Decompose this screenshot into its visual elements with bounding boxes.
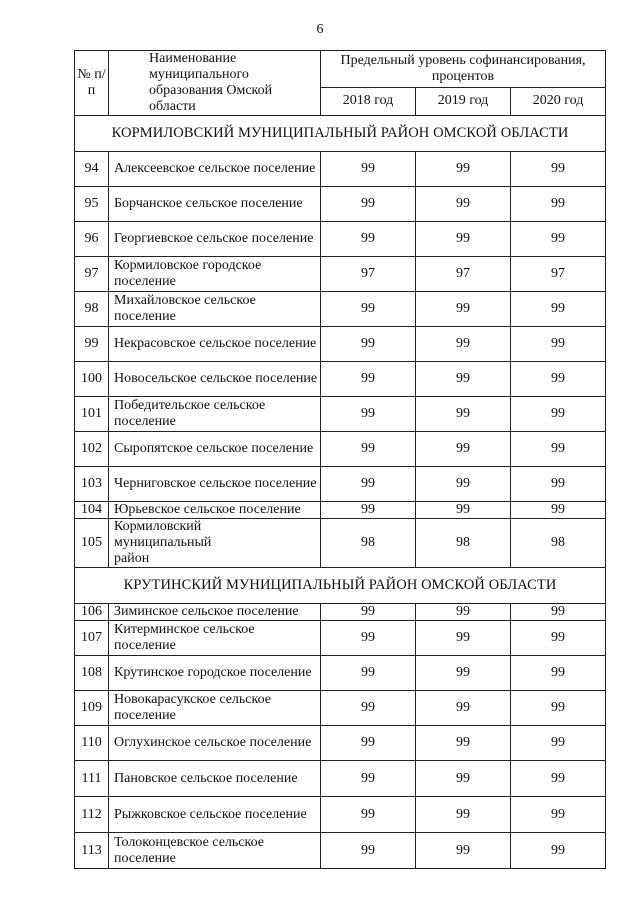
table-row xyxy=(75,432,606,467)
row-value-2018: 99 xyxy=(321,797,416,833)
row-name: Борчанское сельское поселение xyxy=(109,187,321,222)
table-row xyxy=(75,519,606,568)
table-row xyxy=(75,833,606,869)
section-row xyxy=(75,568,606,604)
row-value-2018: 99 xyxy=(321,152,416,187)
row-name: Рыжковское сельское поселение xyxy=(109,797,321,833)
row-value-2019: 99 xyxy=(416,656,511,691)
page-number: 6 xyxy=(316,22,324,37)
table-row xyxy=(75,467,606,502)
row-num: 95 xyxy=(75,187,109,222)
row-value-2018: 99 xyxy=(321,833,416,869)
row-name: Победительское сельское поселение xyxy=(109,397,321,432)
row-value-2020: 99 xyxy=(511,222,606,257)
row-name: Новокарасукское сельское поселение xyxy=(109,691,321,726)
row-value-2020: 99 xyxy=(511,621,606,656)
row-name: Черниговское сельское поселение xyxy=(109,467,321,502)
row-name: Некрасовское сельское поселение xyxy=(109,327,321,362)
table-row xyxy=(75,604,606,621)
row-num: 104 xyxy=(75,502,109,519)
header-year-2019: 2019 год xyxy=(416,87,511,115)
row-num: 111 xyxy=(75,761,109,797)
table-row xyxy=(75,327,606,362)
row-value-2018: 99 xyxy=(321,604,416,621)
row-value-2018: 99 xyxy=(321,502,416,519)
row-value-2019: 99 xyxy=(416,502,511,519)
table-row xyxy=(75,726,606,761)
row-value-2020: 99 xyxy=(511,833,606,869)
row-name: Пановское сельское поселение xyxy=(109,761,321,797)
row-name: Оглухинское сельское поселение xyxy=(109,726,321,761)
table-row xyxy=(75,797,606,833)
row-num: 94 xyxy=(75,152,109,187)
row-value-2020: 99 xyxy=(511,397,606,432)
table-row xyxy=(75,621,606,656)
row-num: 109 xyxy=(75,691,109,726)
row-value-2020: 99 xyxy=(511,292,606,327)
header-year-2018: 2018 год xyxy=(321,87,416,115)
row-num: 103 xyxy=(75,467,109,502)
row-num: 98 xyxy=(75,292,109,327)
row-value-2018: 99 xyxy=(321,691,416,726)
row-name: Новосельское сельское поселение xyxy=(109,362,321,397)
row-num: 96 xyxy=(75,222,109,257)
row-name: Михайловское сельское поселение xyxy=(109,292,321,327)
row-name: Толоконцевское сельское поселение xyxy=(109,833,321,869)
row-value-2019: 99 xyxy=(416,397,511,432)
row-num: 102 xyxy=(75,432,109,467)
table-row xyxy=(75,257,606,292)
row-value-2020: 99 xyxy=(511,604,606,621)
header-num: № п/п xyxy=(75,51,109,116)
row-value-2019: 99 xyxy=(416,761,511,797)
row-value-2020: 99 xyxy=(511,187,606,222)
row-num: 101 xyxy=(75,397,109,432)
row-value-2018: 99 xyxy=(321,222,416,257)
row-value-2019: 99 xyxy=(416,222,511,257)
row-value-2019: 99 xyxy=(416,691,511,726)
row-value-2018: 99 xyxy=(321,362,416,397)
row-num: 113 xyxy=(75,833,109,869)
table-row xyxy=(75,656,606,691)
row-value-2018: 98 xyxy=(321,519,416,568)
row-name: Юрьевское сельское поселение xyxy=(109,502,321,519)
row-value-2019: 99 xyxy=(416,797,511,833)
row-name: Сыропятское сельское поселение xyxy=(109,432,321,467)
row-value-2019: 99 xyxy=(416,621,511,656)
row-value-2018: 99 xyxy=(321,327,416,362)
table-body xyxy=(75,116,606,869)
table-row xyxy=(75,152,606,187)
row-name: Кормиловский муниципальный район xyxy=(109,519,321,568)
section-row xyxy=(75,116,606,152)
row-num: 105 xyxy=(75,519,109,568)
row-value-2018: 99 xyxy=(321,467,416,502)
section-title: КРУТИНСКИЙ МУНИЦИПАЛЬНЫЙ РАЙОН ОМСКОЙ ОБЛАСТИ xyxy=(75,568,606,604)
row-value-2019: 97 xyxy=(416,257,511,292)
row-value-2019: 98 xyxy=(416,519,511,568)
row-num: 110 xyxy=(75,726,109,761)
row-value-2020: 99 xyxy=(511,726,606,761)
table-header xyxy=(75,51,606,116)
header-name: Наименование муниципального образования Омской области xyxy=(109,51,321,116)
table-row xyxy=(75,691,606,726)
row-value-2019: 99 xyxy=(416,467,511,502)
row-value-2020: 99 xyxy=(511,362,606,397)
row-name: Алексеевское сельское поселение xyxy=(109,152,321,187)
row-value-2018: 99 xyxy=(321,656,416,691)
table-row xyxy=(75,397,606,432)
row-name: Георгиевское сельское поселение xyxy=(109,222,321,257)
table-row xyxy=(75,222,606,257)
row-value-2018: 99 xyxy=(321,726,416,761)
row-value-2020: 97 xyxy=(511,257,606,292)
row-value-2020: 99 xyxy=(511,797,606,833)
row-num: 97 xyxy=(75,257,109,292)
row-num: 107 xyxy=(75,621,109,656)
table-row xyxy=(75,362,606,397)
table-row xyxy=(75,187,606,222)
header-year-2020: 2020 год xyxy=(511,87,606,115)
row-value-2020: 99 xyxy=(511,761,606,797)
table-row xyxy=(75,292,606,327)
row-value-2019: 99 xyxy=(416,292,511,327)
row-value-2019: 99 xyxy=(416,432,511,467)
row-value-2020: 99 xyxy=(511,691,606,726)
row-value-2020: 99 xyxy=(511,327,606,362)
row-value-2019: 99 xyxy=(416,152,511,187)
cofinancing-table xyxy=(74,50,606,869)
row-value-2018: 99 xyxy=(321,432,416,467)
row-num: 112 xyxy=(75,797,109,833)
row-num: 99 xyxy=(75,327,109,362)
section-title: КОРМИЛОВСКИЙ МУНИЦИПАЛЬНЫЙ РАЙОН ОМСКОЙ ОБЛАСТИ xyxy=(75,116,606,152)
table-row xyxy=(75,502,606,519)
row-name: Кормиловское городское поселение xyxy=(109,257,321,292)
row-value-2020: 98 xyxy=(511,519,606,568)
row-value-2019: 99 xyxy=(416,833,511,869)
row-value-2019: 99 xyxy=(416,362,511,397)
row-value-2018: 99 xyxy=(321,621,416,656)
row-num: 106 xyxy=(75,604,109,621)
row-value-2018: 99 xyxy=(321,761,416,797)
row-name: Китерминское сельское поселение xyxy=(109,621,321,656)
row-name: Зиминское сельское поселение xyxy=(109,604,321,621)
row-value-2020: 99 xyxy=(511,432,606,467)
row-value-2018: 97 xyxy=(321,257,416,292)
row-value-2019: 99 xyxy=(416,187,511,222)
header-level: Предельный уровень софинансирования, процентов xyxy=(321,51,606,88)
row-value-2019: 99 xyxy=(416,327,511,362)
row-value-2019: 99 xyxy=(416,604,511,621)
row-name: Крутинское городское поселение xyxy=(109,656,321,691)
row-num: 108 xyxy=(75,656,109,691)
row-value-2018: 99 xyxy=(321,397,416,432)
row-value-2019: 99 xyxy=(416,726,511,761)
row-value-2020: 99 xyxy=(511,502,606,519)
row-value-2020: 99 xyxy=(511,152,606,187)
row-num: 100 xyxy=(75,362,109,397)
table-row xyxy=(75,761,606,797)
row-value-2018: 99 xyxy=(321,292,416,327)
row-value-2020: 99 xyxy=(511,656,606,691)
row-value-2018: 99 xyxy=(321,187,416,222)
row-value-2020: 99 xyxy=(511,467,606,502)
